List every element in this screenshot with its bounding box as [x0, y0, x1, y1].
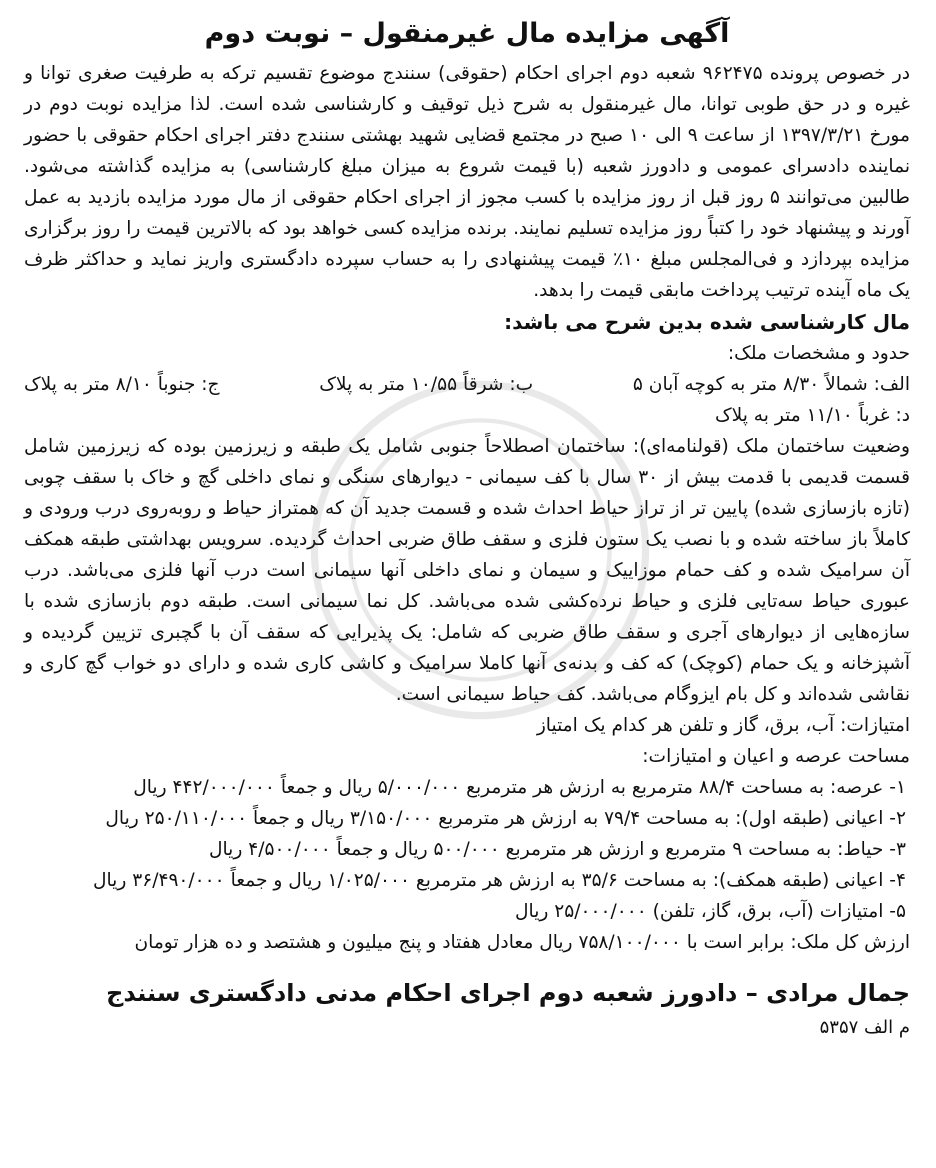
valuation-items [24, 772, 910, 927]
boundary-north: الف: شمالاً ۸/۳۰ متر به کوچه آبان ۵ [632, 374, 910, 395]
publication-code: م الف ۵۳۵۷ [819, 1017, 910, 1038]
valuation-item: ۱- عرصه: به مساحت ۸۸/۴ مترمربع به ارزش هر مترمربع ۵/۰۰۰/۰۰۰ ریال و جمعاً ۴۴۲/۰۰۰/۰۰۰ ریال [133, 777, 906, 798]
signature-line: جمال مرادی – دادورز شعبه دوم اجرای احکام مدنی دادگستری سنندج [106, 979, 910, 1007]
building-status-paragraph: وضعیت ساختمان ملک (قولنامه‌ای): ساختمان اصطلاحاً جنوبی شامل یک طبقه و زیرزمین بوده که زیرزمین شامل قسمت قدیمی با قدمت بیش از ۳۰ سال با کف سیمانی - دیوارهای سنگی و نمای داخلی گچ و خاک با سقف چوبی (تازه بازسازی شده) پایین تر از تراز حیاط احداث شده و قسمت جدید آن که همتراز حیاط و روبه‌روی درب ورودی و کاملاً باز ساخته شده و با نصب یک ستون فلزی و سقف طاق ضربی احداث گردیده. سرویس بهداشتی طبقه همکف آن سرامیک شده و کف حمام موزاییک و سیمان و نمای داخلی آنها سیمانی است درب آنها فلزی می‌باشد. درب عبوری حیاط سه‌تایی فلزی و حیاط نرده‌کشی شده می‌باشد. کل نما سیمانی است. طبقه دوم بازسازی شده با سازه‌هایی از دیوارهای آجری و سقف طاق ضربی که شامل: یک پذیرایی که سقف آن با گچبری تزیین گردیده و آشپزخانه و یک حمام (کوچک) که کف و بدنه‌ی آنها کاملا سرامیک و کاشی کاری شده و دارای دو خواب گچ کاری و نقاشی شده‌اند و کل بام ایزوگام می‌باشد. کف حیاط سیمانی است. [24, 436, 910, 705]
boundary-east: ب: شرقاً ۱۰/۵۵ متر به پلاک [319, 374, 534, 395]
valuation-item: ۴- اعیانی (طبقه همکف): به مساحت ۳۵/۶ به ارزش هر مترمربع ۱/۰۲۵/۰۰۰ ریال و جمعاً ۳۶/۴۹۰/۰۰۰ ریال [92, 870, 906, 891]
areas-label: مساحت عرصه و اعیان و امتیازات: [642, 746, 910, 767]
total-value-line: ارزش کل ملک: برابر است با ۷۵۸/۱۰۰/۰۰۰ ریال معادل هفتاد و پنج میلیون و هشتصد و ده هزار تومان [134, 932, 910, 953]
notice-title: آگهی مزایده مال غیرمنقول – نوبت دوم [204, 18, 730, 49]
boundary-west: د: غرباً ۱۱/۱۰ متر به پلاک [714, 405, 910, 426]
boundaries-row [24, 369, 910, 400]
valuation-item: ۵- امتیازات (آب، برق، گاز، تلفن) ۲۵/۰۰۰/۰۰۰ ریال [515, 901, 906, 922]
section-heading: مال کارشناسی شده بدین شرح می باشد: [504, 310, 910, 334]
valuation-item: ۲- اعیانی (طبقه اول): به مساحت ۷۹/۴ به ارزش هر مترمربع ۳/۱۵۰/۰۰۰ ریال و جمعاً ۲۵۰/۱۱۰/۰۰۰ ریال [105, 808, 906, 829]
boundaries-label: حدود و مشخصات ملک: [727, 343, 910, 364]
valuation-item: ۳- حیاط: به مساحت ۹ مترمربع و ارزش هر مترمربع ۵۰۰/۰۰۰ ریال و جمعاً ۴/۵۰۰/۰۰۰ ریال [209, 839, 906, 860]
privileges-line: امتیازات: آب، برق، گاز و تلفن هر کدام یک امتیاز [536, 715, 910, 736]
intro-paragraph: در خصوص پرونده ۹۶۲۴۷۵ شعبه دوم اجرای احکام (حقوقی) سنندج موضوع تقسیم ترکه به طرفیت صغری توانا و غیره و در حق طوبی توانا، مال غیرمنقول به شرح ذیل توقیف و کارشناسی شده است. لذا مزایده نوبت دوم در مورخ ۱۳۹۷/۳/۲۱ از ساعت ۹ الی ۱۰ صبح در مجتمع قضایی شهید بهشتی سنندج دفتر اجرای احکام حقوقی با حضور نماینده دادسرای عمومی و دادورز شعبه (با قیمت شروع به میزان مبلغ کارشناسی) به مزایده گذاشته می‌شود. طالبین می‌توانند ۵ روز قبل از روز مزایده با کسب مجوز از اجرای احکام حقوقی از مال مورد مزایده بازدید به عمل آورند و پیشنهاد خود را کتباً روز مزایده تسلیم نمایند. برنده مزایده کسی خواهد بود که بالاترین قیمت را روز برگزاری مزایده بپردازد و فی‌المجلس مبلغ ۱۰٪ قیمت پیشنهادی را به حساب سپرده دادگستری واریز نماید و حداکثر ظرف یک ماه آینده ترتیب پرداخت مابقی قیمت را بدهد. [24, 63, 911, 301]
boundary-south: ج: جنوباً ۸/۱۰ متر به پلاک [24, 374, 220, 395]
